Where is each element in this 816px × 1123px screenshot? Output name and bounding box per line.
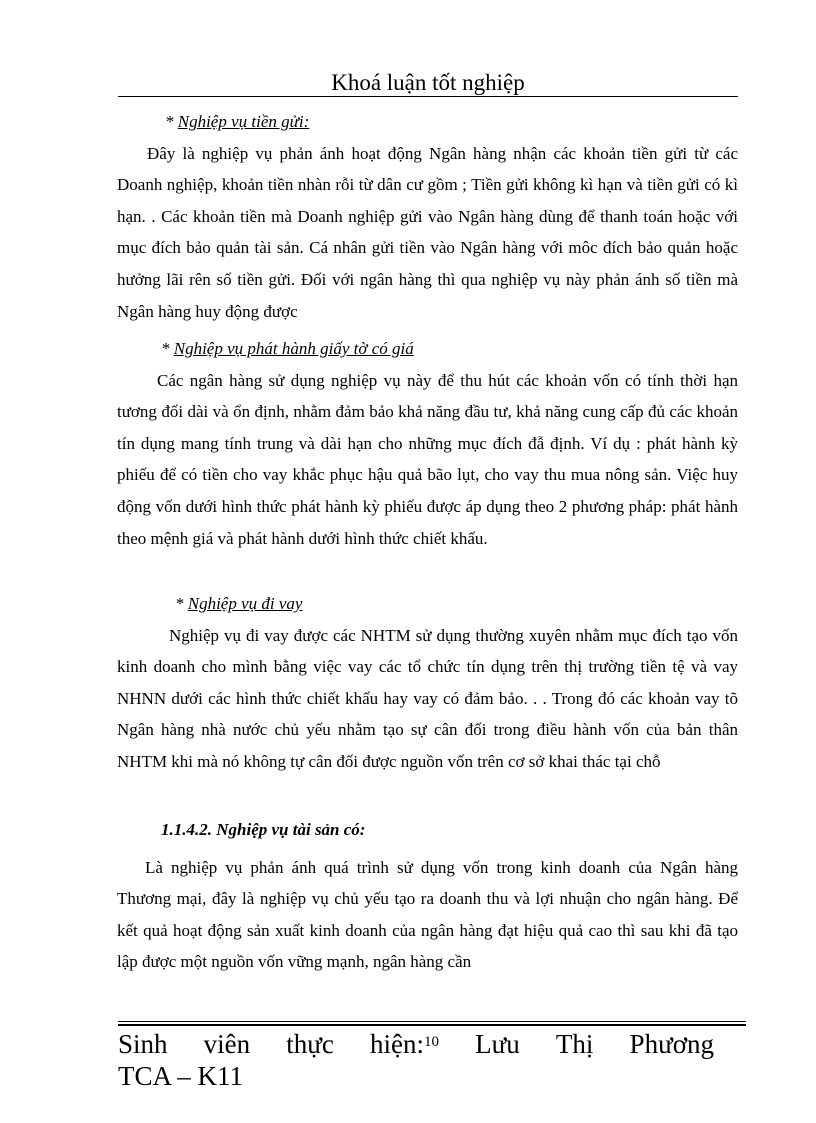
paragraph-deposits: Đây là nghiệp vụ phản ánh hoạt động Ngân hàng nhận các khoản tiền gửi từ các Doanh nghiệp, khoản tiền nhàn rỗi từ dân cư gồm ; Tiền gửi không kì hạn và tiền gửi có kì hạn. . Các khoản tiền mà Doanh nghiệp gửi vào Ngân hàng dùng để thanh toán hoặc với mục đích bảo quản tài sản. Cá nhân gửi tiền vào Ngân hàng với môc đích bảo quản hoặc hưởng lãi rên số tiền gửi. Đối với ngân hàng thì qua nghiệp vụ này phản ánh số tiền mà Ngân hàng huy động được (117, 143, 738, 321)
footer-word: hiện: (370, 1029, 425, 1059)
section-borrowing (117, 588, 738, 778)
heading-text: Nghiệp vụ đi vay (187, 594, 303, 613)
footer-word: Sinh (118, 1029, 168, 1059)
heading-text: Nghiệp vụ tiền gửi: (177, 112, 310, 131)
page-header-title: Khoá luận tốt nghiệp (331, 70, 525, 95)
bullet-star: * (161, 339, 174, 358)
footer-divider (118, 1021, 746, 1022)
footer-label-with-page (370, 1028, 439, 1060)
footer-word: Lưu (475, 1029, 520, 1059)
section-heading-assets: 1.1.4.2. Nghiệp vụ tài sản có: (161, 820, 366, 839)
header-divider (118, 96, 738, 97)
heading-text: Nghiệp vụ phát hành giấy tờ có giá (173, 339, 414, 358)
footer-word: thực (286, 1029, 334, 1059)
section-deposits (117, 106, 738, 327)
footer-word: Phương (629, 1029, 714, 1059)
footer-line-student (118, 1028, 714, 1060)
page-number: 10 (424, 1034, 440, 1050)
paragraph-borrowing: Nghiệp vụ đi vay được các NHTM sử dụng thường xuyên nhằm mục đích tạo vốn kinh doanh cho mình bằng việc vay các tổ chức tín dụng trên thị trường tiền tệ và vay NHNN dưới các hình thức chiết khấu hay vay có đảm bảo. . . Trong đó các khoản vay tõ Ngân hàng nhà nước chủ yếu nhằm tạo sự cân đối trong điều hành vốn của bản thân NHTM khi mà nó không tự cân đối được nguồn vốn trên cơ sở khai thác tại chỗ (117, 625, 738, 771)
section-assets (117, 814, 738, 978)
footer-word: viên (203, 1029, 251, 1059)
section-valuable-papers (117, 333, 738, 554)
footer-word: Thị (555, 1029, 594, 1059)
bullet-star: * (175, 594, 188, 613)
paragraph-assets: Là nghiệp vụ phản ánh quá trình sử dụng vốn trong kinh doanh của Ngân hàng Thương mại, đây là nghiệp vụ chủ yếu tạo ra doanh thu và lợi nhuận cho ngân hàng. Để kết quả hoạt động sản xuất kinh doanh của ngân hàng đạt hiệu quả cao thì sau khi đã tạo lập được một nguồn vốn vững mạnh, ngân hàng cần (117, 857, 738, 972)
page-footer (118, 1028, 714, 1092)
section-heading-valuable-papers (117, 333, 738, 365)
footer-line-class: TCA – K11 (118, 1061, 244, 1091)
section-heading-borrowing (117, 588, 738, 620)
paragraph-valuable-papers: Các ngân hàng sử dụng nghiệp vụ này để thu hút các khoản vốn có tính thời hạn tương đối dài và ổn định, nhằm đảm bảo khả năng đầu tư, khả năng cung cấp đủ các khoản tín dụng mang tính trung và dài hạn cho những mục đích đẫ định. Ví dụ : phát hành kỳ phiếu để có tiền cho vay khắc phục hậu quả bão lụt, cho vay thu mua nông sản. Việc huy động vốn dưới hình thức phát hành kỳ phiếu được áp dụng theo 2 phương pháp: phát hành theo mệnh giá và phát hành dưới hình thức chiết khấu. (117, 370, 738, 548)
section-heading-deposits (117, 106, 738, 138)
bullet-star: * (165, 112, 178, 131)
footer-divider-thick (118, 1024, 746, 1026)
